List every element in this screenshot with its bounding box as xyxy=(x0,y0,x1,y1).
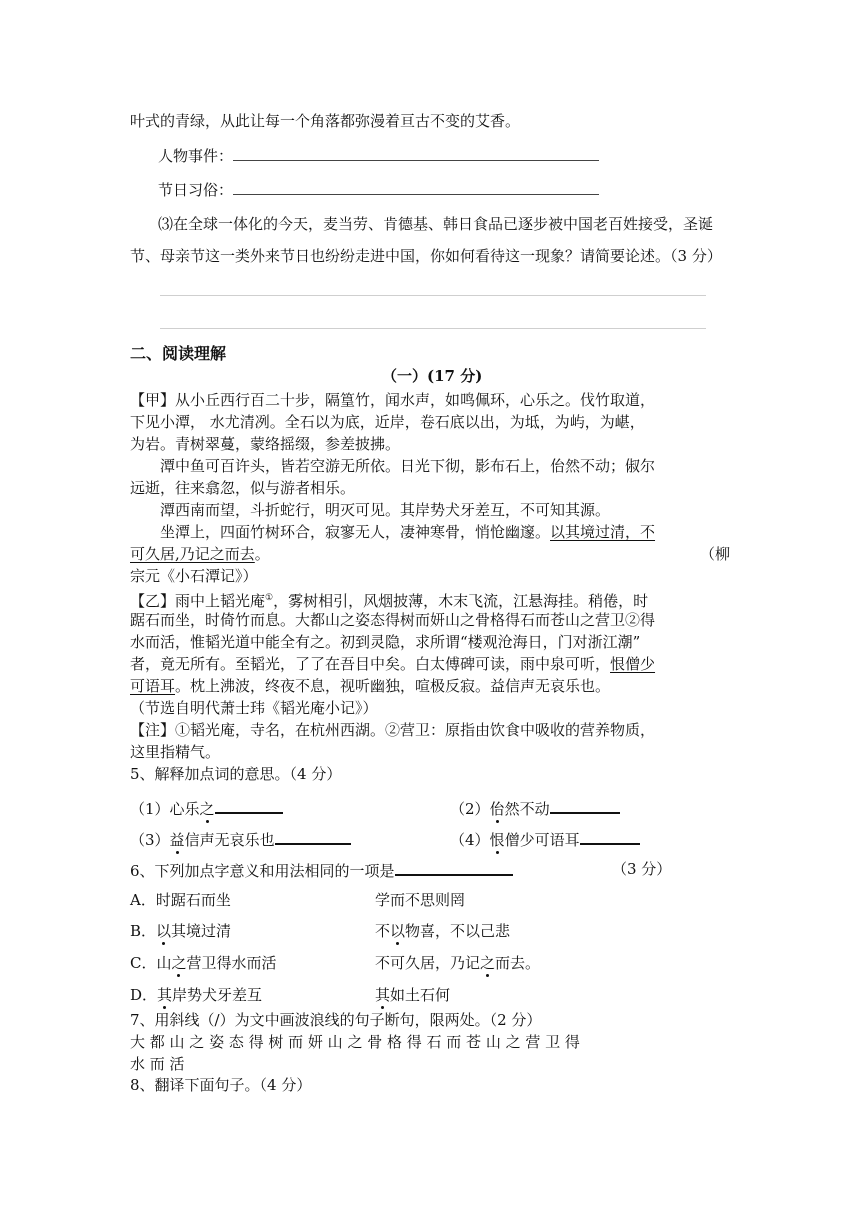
passage-yi-source: （节选自明代萧士玮《韬光庵小记》） xyxy=(130,699,378,717)
option-a-char: 而 xyxy=(200,891,216,909)
dotted-char: 其 xyxy=(157,986,173,1004)
passage-yi-line-5b: 。枕上沸波，终夜不息，视听幽独，喧极反寂。益信声无哀乐也。 xyxy=(175,677,611,695)
attribution-start: （柳 xyxy=(700,545,731,563)
option-c-rest: 营卫得水而活 xyxy=(186,954,277,972)
dotted-char: 之 xyxy=(480,954,496,972)
passage-yi-line-4a: 者，竟无所有。至韬光，了了在吾目中矣。白太傅碑可读，雨中泉可听， xyxy=(130,655,611,673)
person-event-label xyxy=(158,145,599,166)
q6-title xyxy=(130,859,513,881)
passage-jia-line-1: 【甲】从小丘西行百二十步，隔篁竹，闻水声，如鸣佩环，心乐之。伐竹取道， xyxy=(130,391,656,409)
q6-answer[interactable] xyxy=(395,859,513,876)
q5-item-3 xyxy=(130,828,351,850)
passage-jia-line-7 xyxy=(160,522,655,542)
underlined-sentence-b: 可久居,乃记之而去 xyxy=(130,545,255,563)
festival-custom-text: 节日习俗： xyxy=(158,181,234,199)
question-3-line-1: ⑶在全球一体化的今天，麦当劳、肯德基、韩日食品已逐步被中国老百姓接受，圣诞 xyxy=(158,215,714,233)
q5-item-4-text: 僧少可语耳 xyxy=(504,831,580,849)
period: 。 xyxy=(254,545,270,563)
q5-item-1 xyxy=(130,797,283,819)
option-c-right-1: 不可久居，乃记 xyxy=(375,954,481,972)
option-a-rest: 坐 xyxy=(215,891,231,909)
note-line-1: 【注】①韬光庵，寺名，在杭州西湖。②营卫：原指由饮食中吸收的营养物质， xyxy=(130,721,656,739)
option-a-label: A．时踞石 xyxy=(130,891,201,909)
dotted-char: 益 xyxy=(169,831,185,849)
option-a-right-char: 而 xyxy=(390,891,406,909)
top-line-1: 叶式的青绿，从此让每一个角落都弥漫着亘古不变的艾香。 xyxy=(130,112,521,130)
dotted-char: 之 xyxy=(171,954,187,972)
passage-yi-line-4 xyxy=(130,654,655,674)
q6-title-text: 6、下列加点字意义和用法相同的一项是 xyxy=(130,862,395,880)
question-3-line-2: 节、母亲节这一类外来节日也纷纷走进中国，你如何看待这一现象？请简要论述。（3 分） xyxy=(130,247,722,265)
q5-item-2 xyxy=(450,797,620,819)
q5-item-2-prefix: （2） xyxy=(450,800,490,818)
passage-yi-line-1 xyxy=(130,588,648,611)
q7-sentence-line-2: 水 而 活 xyxy=(130,1055,185,1073)
q6-score: （3 分） xyxy=(612,860,672,878)
passage-yi-line-1b: ，雾树相引，风烟披薄，木末飞流，江悬海挂。稍倦，时 xyxy=(273,592,649,610)
passage-jia-line-8 xyxy=(130,544,270,564)
q7-title: 7、用斜线（/）为文中画波浪线的句子断句，限两处。（2 分） xyxy=(130,1011,542,1029)
dotted-char: 以 xyxy=(156,922,172,940)
passage-jia-line-6: 潭西南而望，斗折蛇行，明灭可见。其岸势犬牙差互，不可知其源。 xyxy=(160,501,611,519)
answer-rule-2[interactable] xyxy=(160,328,706,329)
underlined-sentence-c: 恨僧少 xyxy=(610,655,656,673)
q6-option-b-left xyxy=(130,921,231,941)
attribution-end: 宗元《小石潭记》） xyxy=(130,567,258,585)
q6-option-a-left xyxy=(130,890,231,910)
q5-title: 5、解释加点词的意思。（4 分） xyxy=(130,765,342,783)
q7-sentence-line-1: 大 都 山 之 姿 态 得 树 而 妍 山 之 骨 格 得 石 而 苍 山 之 营 卫 得 xyxy=(130,1033,580,1051)
passage-yi-line-2a: 踞石而坐，时倚竹而息。 xyxy=(130,611,296,629)
section-title: 二、阅读理解 xyxy=(130,344,227,363)
passage-jia-line-5: 远逝，往来翕忽，似与游者相乐。 xyxy=(130,479,356,497)
person-event-answer-line[interactable] xyxy=(233,145,599,161)
underlined-sentence-d: 可语耳 xyxy=(130,677,176,695)
q5-item-1-text: （1）心乐 xyxy=(130,800,200,818)
option-a-right-2: 不思则罔 xyxy=(405,891,466,909)
q6-option-c-left xyxy=(130,953,277,973)
passage-jia-line-3: 为岩。青树翠蔓，蒙络摇缀，参差披拂。 xyxy=(130,435,401,453)
person-event-text: 人物事件： xyxy=(158,147,234,165)
wavy-sentence-part-2: 水而活 xyxy=(130,633,176,651)
q5-item-4-prefix: （4） xyxy=(450,831,490,849)
dotted-char: 恨 xyxy=(489,831,505,849)
option-b-label: B． xyxy=(130,922,157,940)
option-b-rest: 其境过清 xyxy=(171,922,232,940)
passage-jia-line-2: 下见小潭， 水尤清冽。全石以为底，近岸，卷石底以出，为坻，为屿，为嵁， xyxy=(130,413,645,431)
passage-jia-line-4: 潭中鱼可百许头，皆若空游无所依。日光下彻，影布石上，佁然不动；俶尔 xyxy=(160,457,656,475)
option-d-right-2: 如土石何 xyxy=(390,986,451,1004)
q6-option-d-right xyxy=(375,985,450,1005)
option-b-right-2: 物喜，不以己悲 xyxy=(405,922,511,940)
dotted-char: 其 xyxy=(375,986,391,1004)
q5-item-2-text: 然不动 xyxy=(504,800,550,818)
q6-option-a-right xyxy=(375,890,465,910)
q8-title: 8、翻译下面句子。（4 分） xyxy=(130,1076,312,1094)
q5-item-4 xyxy=(450,828,640,850)
q6-option-c-right xyxy=(375,953,540,973)
q5-answer-3[interactable] xyxy=(275,828,351,845)
q5-item-3-prefix: （3） xyxy=(130,831,170,849)
option-d-label: D． xyxy=(130,986,158,1004)
q5-answer-1[interactable] xyxy=(215,797,283,814)
footnote-marker: ① xyxy=(265,593,274,603)
q6-option-d-left xyxy=(130,985,262,1005)
festival-custom-label xyxy=(158,179,599,200)
passage-jia-line-7-text: 坐潭上，四面竹树环合，寂寥无人，凄神寒骨，悄怆幽邃。 xyxy=(160,523,551,541)
dotted-char: 以 xyxy=(390,922,406,940)
option-a-right-1: 学 xyxy=(375,891,391,909)
q5-answer-2[interactable] xyxy=(550,797,620,814)
festival-custom-answer-line[interactable] xyxy=(233,179,599,195)
option-b-right-1: 不 xyxy=(375,922,391,940)
passage-yi-line-3 xyxy=(130,632,640,652)
option-c-right-2: 而去。 xyxy=(495,954,541,972)
q5-answer-4[interactable] xyxy=(580,828,640,845)
wavy-sentence-part-1: 大都山之姿态得树而妍山之骨格得石而苍山之营卫②得 xyxy=(295,611,656,629)
q6-option-b-right xyxy=(375,921,510,941)
note-line-2: 这里指精气。 xyxy=(130,743,221,761)
dotted-char: 之 xyxy=(199,800,215,818)
passage-yi-line-1a: 【乙】雨中上韬光庵 xyxy=(130,592,266,610)
option-c-label: C．山 xyxy=(130,954,172,972)
passage-yi-line-2 xyxy=(130,610,655,630)
passage-yi-line-3b: ，惟韬光道中能全有之。初到灵隐，求所谓“楼观沧海日，门对浙江潮” xyxy=(175,633,641,651)
passage-yi-line-5 xyxy=(130,676,610,696)
answer-rule-1[interactable] xyxy=(160,295,706,296)
underlined-sentence-a: 以其境过清，不 xyxy=(550,523,656,541)
section-subtitle: （一）(17 分) xyxy=(382,367,483,385)
option-d-rest: 岸势犬牙差互 xyxy=(172,986,263,1004)
dotted-char: 佁 xyxy=(489,800,505,818)
q5-item-3-text: 信声无哀乐也 xyxy=(184,831,275,849)
